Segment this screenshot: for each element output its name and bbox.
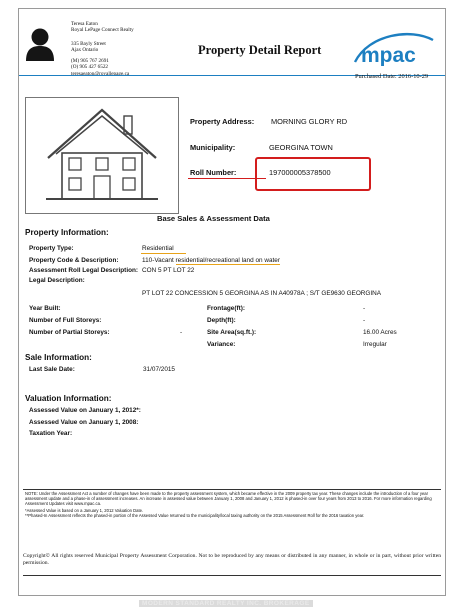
- last-sale-date-label: Last Sale Date:: [29, 366, 75, 373]
- property-type-label: Property Type:: [29, 245, 74, 252]
- base-data-title: Base Sales & Assessment Data: [157, 214, 270, 223]
- property-type-underline: [141, 253, 186, 254]
- depth-label: Depth(ft):: [207, 317, 236, 324]
- property-address-label: Property Address:: [190, 117, 255, 126]
- property-code-highlight: residential/recreational land on water: [175, 257, 280, 264]
- roll-legal-value: CON 5 PT LOT 22: [142, 267, 195, 274]
- sale-info-title: Sale Information:: [25, 353, 92, 362]
- house-icon: [25, 97, 179, 214]
- variance-label: Variance:: [207, 341, 236, 348]
- frontage-value: -: [363, 305, 366, 312]
- property-code-label: Property Code & Description:: [29, 257, 119, 264]
- year-built-label: Year Built:: [29, 305, 61, 312]
- partial-storeys-label: Number of Partial Storeys:: [29, 329, 110, 336]
- agent-address-1: 335 Bayly Street: [71, 40, 106, 47]
- property-code-value: [142, 257, 280, 264]
- property-info-title: Property Information:: [25, 228, 109, 237]
- agent-name: Teresa Eaton: [71, 21, 98, 27]
- variance-value: Irregular: [363, 341, 387, 348]
- partial-storeys-value: -: [180, 329, 183, 336]
- last-sale-date-value: 31/07/2015: [143, 366, 175, 373]
- notes-block: [25, 491, 439, 518]
- site-area-label: Site Area(sq.ft.):: [207, 329, 257, 336]
- valuation-info-title: Valuation Information:: [25, 394, 112, 403]
- municipality-label: Municipality:: [190, 143, 236, 152]
- property-type-value: Residential: [142, 245, 174, 252]
- roll-number-value: 197000005378500: [269, 168, 331, 177]
- copyright-text: Copyright© All rights reserved Municipal Property Assessment Corporation. Not to be reproduced by any means or distributed in any manner, in whole or in part, without prior written permission.: [23, 553, 441, 566]
- report-title: Property Detail Report: [198, 43, 322, 57]
- footnote-assessed: *Assessed Value is based on a January 1, 2012 Valuation Date.: [25, 508, 144, 513]
- legal-description-label: Legal Description:: [29, 277, 85, 284]
- agent-phone: (M) 905 767 2691: [71, 58, 109, 65]
- site-area-value: 16.00 Acres: [363, 329, 397, 336]
- report-page: [18, 8, 446, 607]
- assessment-note: NOTE: Under the Assessment Act a number of changes have been made to the property assessment system, which became effective in the 2009 property tax year. These changes include the introduction of a four year assessment update and a phase-in of assessment increases. An increase in assessed value between January 1, 2008 and January 1, 2012 is phased-in over four years from 2013 to 2016. For more information regarding Assessment Updates visit www.mpac.ca.: [25, 491, 432, 506]
- assessed-2012-label: Assessed Value on January 1, 2012*:: [29, 407, 141, 414]
- roll-number-label: Roll Number:: [190, 168, 237, 177]
- agent-card: [71, 21, 181, 77]
- watermark-text: MODERN STANDARD REALTY INC. BROKERAGE: [139, 600, 313, 607]
- agent-avatar-icon: [25, 27, 55, 61]
- municipality-value: GEORGINA TOWN: [269, 143, 333, 152]
- mpac-logo-text: mpac: [361, 44, 416, 66]
- purchased-date: Purchased Date: 2016-10-29: [355, 73, 429, 80]
- full-storeys-label: Number of Full Storeys:: [29, 317, 102, 324]
- property-address-value: MORNING GLORY RD: [271, 117, 348, 126]
- legal-description-value: PT LOT 22 CONCESSION 5 GEORGINA AS IN A40978A ; S/T GE9630 GEORGINA: [142, 290, 382, 297]
- assessed-2008-label: Assessed Value on January 1, 2008:: [29, 419, 139, 426]
- mpac-logo: [351, 32, 437, 66]
- property-code-prefix: 110-Vacant: [142, 257, 176, 264]
- roll-legal-label: Assessment Roll Legal Description:: [29, 267, 139, 274]
- agent-email: teresaeaton@royallepage.ca: [71, 70, 130, 77]
- agent-fax: (O) 905 427 6522: [71, 64, 109, 71]
- frontage-label: Frontage(ft):: [207, 305, 245, 312]
- depth-value: -: [363, 317, 366, 324]
- taxation-year-label: Taxation Year:: [29, 430, 73, 437]
- agent-address-2: Ajax Ontario: [71, 46, 99, 53]
- agent-company: Royal LePage Connect Realty: [71, 27, 134, 34]
- footnote-phased-in: **Phased-In Assessment reflects the phased-in portion of the Assessed Value returned to the municipality/local taxing authority on the 2015 Assessment Roll for the 2016 taxation year.: [25, 513, 365, 518]
